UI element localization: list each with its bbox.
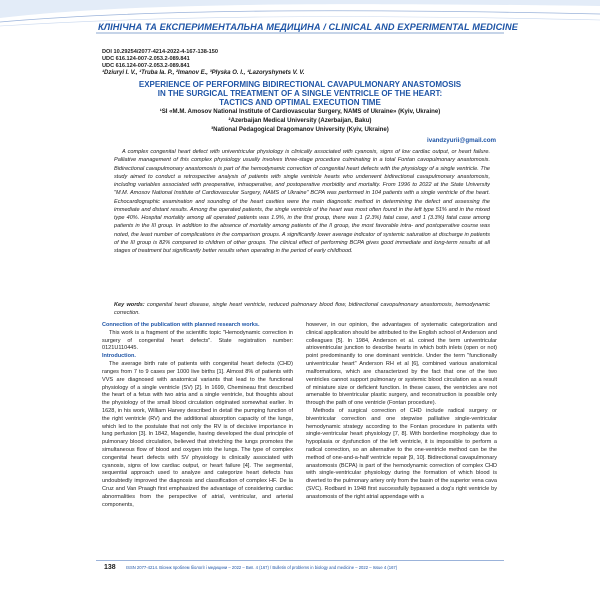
authors-line: ¹Dziuryi I. V., ¹Truba Ia. P., ²Imanov E., ³Plyska O. I., ¹Lazoryshynets V. V. xyxy=(102,70,305,76)
right-paragraph-2: Methods of surgical correction of CHD include radical surgery or biventricular correction and one stepwise palliative single-ventricular hemodynamic strategy according to the Fontan procedure in patients with single-ventricular heart physiology [7, 8]. With borderline morphology due to hypoplasia or dysfunction of the left ventricle, it is impossible to perform a radical correction, so an alternative to the one-ventricle method can be the method of one-and-a-half ventricle repair [9, 10]. Bidirectional cavapulmonary anastomosis (BCPA) is part of the hemodynamic correction of complex CHD with single-ventricular physiology during the formation of which blood is diverted to the pulmonary artery only from the basin of the superior vena cava (SVC). Rodbard in 1948 first successfully bypassed a dog's right ventricle by anastomosis of the right atrial appendage with a xyxy=(306,407,497,500)
page-footer xyxy=(96,560,504,575)
body-column-right xyxy=(306,322,497,554)
abstract: A complex congenital heart defect with univentricular physiology is clinically associated with cyanosis, signs of low cardiac output, or heart failure. Palliative management of this complex physiology usually involves three-stage procedure culminating in a total Fontan cavopulmonary anastomosis. Bidirectional cavapulmonary anastomosis is part of the hemodynamic correction of congenital heart defects with the physiology of a single ventricle. The study aimed to conduct a retrospective analysis of patients with single ventricle hearts who underwent bidirectional cavapulmonary anastomosis, including variables associated with preoperative, intraoperative, and postoperative morbidity and mortality. From 1996 to 2022 at the State University "M.M. Amosov National Institute of Cardiovascular Surgery, NAMS of Ukraine" BCPA was performed in 104 patients with a single ventricle of the heart. Echocardiographic examination and sounding of the heart cavities were the main diagnostic method in determining the defect and assessing the immediate and distant results. Among the operated patients, the single ventricle of the heart was most often found in the left type 51% and in the mixed type 40%. Hospital mortality among all operated patients was 1.9%, in the first group, there was 1 (2.3%) fatal case, and 1 (3.3%) fatal case among patients in the III group. In addition to the absence of mortality among patients of the II group, the most favorable intra- and postoperative course was noted, the least number of complications in the comparison groups. A significantly lower average indicator of systemic saturation at discharge in patients of the III group is 82% compared to children of other groups. The clinical effect of performing BCPA gives good immediate and long-term results at all stages of treatment but significantly better results when operating in the period of early childhood. xyxy=(114,149,490,254)
udc-line-secondary: UDC 616.124-007-2.053.2-089.841 xyxy=(102,63,190,69)
keywords xyxy=(114,301,490,317)
author-email[interactable]: ivandzyurii@gmail.com xyxy=(427,137,496,144)
udc-line: UDC 616.124-007-2.053.2-089.841 xyxy=(102,56,190,62)
body-column-left xyxy=(102,322,293,554)
journal-header xyxy=(0,0,600,46)
paper-title-line-1: EXPERIENCE OF PERFORMING BIDIRECTIONAL CAVAPULMONARY ANASTOMOSIS xyxy=(138,80,462,89)
affiliation-2: ²Azerbaijan Medical University (Azerbaijan, Baku) xyxy=(228,117,372,124)
doi-line: DOI 10.29254/2077-4214-2022-4-167-138-150 xyxy=(102,49,219,55)
introduction-paragraph: The average birth rate of patients with congenital heart defects (CHD) ranges from 7 to 9 cases per 1000 live births [1]. Almost 8% of patients with VVS are diagnosed with anatomical variants that lead to the functional physiology of a single ventricle (SV) [2]. In 1699, Chemineau first described the heart of a fetus with two atria and a single ventricle, but thoughts about the physiology of the small blood circulation originated somewhat earlier. In 1628, in his work, William Harvey described in detail the pumping function of the right ventricle (RV) and the additional absorption capacity of the lungs, which led to the postulate that not only the RV is of decisive importance in lung perfusion [3]. In 1842, Magendie, having developed the dual principle of pulmonary blood circulation, believed that stretching the lungs promotes the simultaneous flow of blood and oxygen into the lungs. The type of complex congenital heart defects with SV physiology is clinically associated with cyanosis, signs of low cardiac output, or heart failure [4]. The segmental, sequential approach used to analyze and categorize heart defects has undoubtedly improved the diagnosis and classification of complex HF. De la Cruz and Van Praagh first emphasized the advantage of considering cardiac abnormalities from the perspective of atrial, ventricular, and arterial components, xyxy=(102,361,293,508)
page-number: 138 xyxy=(104,564,116,571)
footer-journal-info: ISSN 2077-4214. Вісник проблем біології і медицини – 2022 – Вип. 4 (167) / Bulletin of problems in biology and medicine – 2022 – Issue 4 (167) xyxy=(126,565,398,570)
right-paragraph-1: however, in our opinion, the advantages of systematic categorization and clinical application should be attributed to the English school of Anderson and colleagues [5]. In 1984, Anderson et al. coined the term univentricular atrioventricular junction to describe hearts in which both inlets (open or not) point predominantly to one dominant ventricle. Under the term "functionally univentricular heart" Anderson RH et al [6], combined various anatomical malformations, which are characterized by the fact that one of the two ventricles cannot support pulmonary or systemic blood circulation as a result of miniature size or deficient function. In these cases, the ventricles are not amenable to biventricular plastic surgery, and reconstruction is possible only through the path of one ventricle (Fontan procedure). xyxy=(306,322,497,407)
affiliation-3: ³National Pedagogical Dragomanov University (Kyiv, Ukraine) xyxy=(211,126,389,133)
paper-title-line-3: TACTICS AND OPTIMAL EXECUTION TIME xyxy=(219,98,381,107)
connection-heading: Connection of the publication with planned research works. xyxy=(102,322,260,328)
paper-title-line-2: IN THE SURGICAL TREATMENT OF A SINGLE VENTRICLE OF THE HEART: xyxy=(157,89,443,98)
affiliation-1: ¹SI «M.M. Amosov National Institute of Cardiovascular Surgery, NAMS of Ukraine» (Kyiv, Ukraine) xyxy=(159,108,441,115)
introduction-heading: Introduction. xyxy=(102,353,136,360)
journal-title: КЛІНІЧНА ТА ЕКСПЕРИМЕНТАЛЬНА МЕДИЦИНА / CLINICAL AND EXPERIMENTAL MEDICINE xyxy=(98,22,518,32)
keywords-text: congenital heart disease, single heart ventricle, reduced pulmonary blood flow, bidirectional cavopulmonary anastomosis, hemodynamic correction. xyxy=(114,302,490,316)
connection-text: This work is a fragment of the scientific topic "Hemodynamic correction in surgery of congenital heart defects". State registration number: 0121U110445. xyxy=(102,329,293,352)
keywords-label: Key words: xyxy=(114,302,145,308)
